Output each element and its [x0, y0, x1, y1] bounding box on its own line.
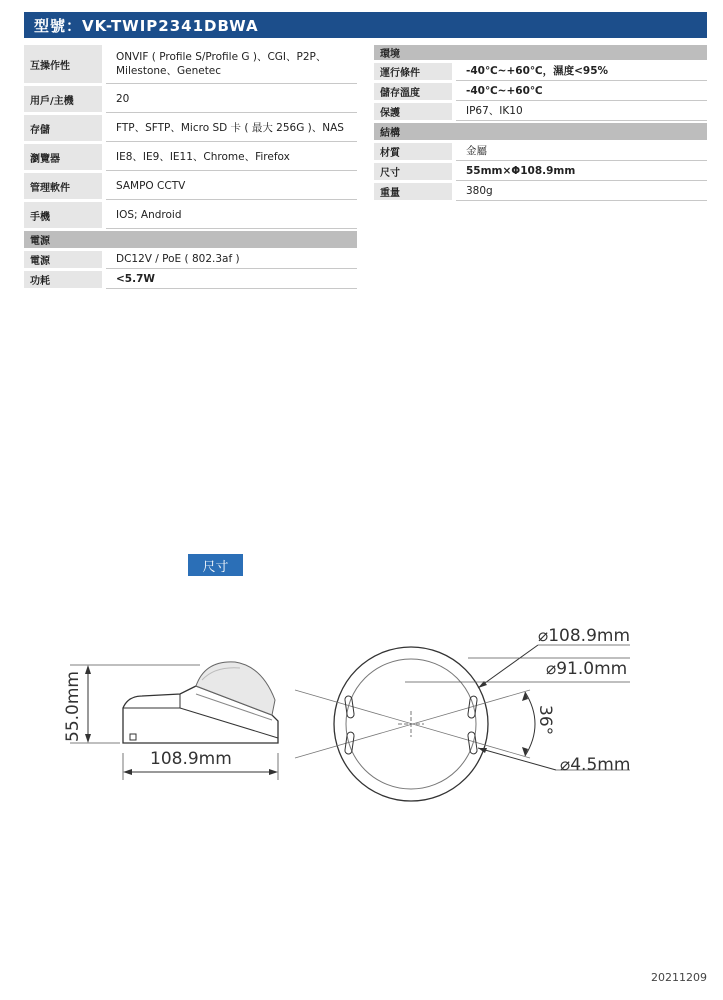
spec-label: 保護	[374, 103, 452, 120]
spec-row-mobile	[24, 202, 357, 228]
spec-label: 儲存溫度	[374, 83, 452, 100]
hole-diameter-label: ⌀4.5mm	[560, 755, 631, 775]
spec-label: 尺寸	[374, 163, 452, 180]
spec-label: 手機	[24, 202, 102, 228]
spec-row-interoperability	[24, 45, 357, 83]
spec-row-storage-temp	[374, 83, 707, 100]
dimensions-badge: 尺寸	[188, 554, 243, 576]
spec-value: 20	[106, 86, 357, 113]
spec-row-browser	[24, 144, 357, 170]
spec-value: <5.7W	[106, 271, 357, 289]
spec-row-consumption	[24, 271, 357, 288]
spec-row-operating	[374, 63, 707, 80]
spec-label: 電源	[24, 251, 102, 268]
inner-diameter-label: ⌀91.0mm	[546, 659, 628, 679]
height-label: 55.0mm	[63, 671, 83, 742]
spec-value: -40℃~+60℃，濕度<95%	[456, 63, 707, 81]
spec-label: 重量	[374, 183, 452, 200]
spec-label: 瀏覽器	[24, 144, 102, 170]
spec-label: 用戶/主機	[24, 86, 102, 112]
spec-row-weight	[374, 183, 707, 200]
spec-value: DC12V / PoE ( 802.3af )	[106, 251, 357, 269]
angle-label: 36°	[535, 705, 555, 736]
spec-row-protection	[374, 103, 707, 120]
width-label: 108.9mm	[150, 749, 232, 769]
spec-row-material	[374, 143, 707, 160]
spec-label: 材質	[374, 143, 452, 160]
spec-row-size	[374, 163, 707, 180]
spec-value: 380g	[456, 183, 707, 201]
spec-row-users	[24, 86, 357, 112]
spec-label: 管理軟件	[24, 173, 102, 199]
title-bar	[24, 12, 707, 38]
left-spec-table	[24, 45, 357, 288]
spec-value: 55mm×Φ108.9mm	[456, 163, 707, 181]
right-spec-table	[374, 45, 707, 200]
spec-value: IP67、IK10	[456, 103, 707, 121]
spec-label: 互操作性	[24, 45, 102, 83]
spec-value: IE8、IE9、IE11、Chrome、Firefox	[106, 144, 357, 171]
section-header-structure: 結構	[374, 123, 707, 140]
spec-value: FTP、SFTP、Micro SD 卡 ( 最大 256G )、NAS	[106, 115, 357, 142]
spec-value: IOS; Android	[106, 202, 357, 229]
spec-label: 運行條件	[374, 63, 452, 80]
spec-value: 金屬	[456, 143, 707, 161]
model-title: 型號：VK-TWIP2341DBWA	[34, 17, 259, 35]
spec-label: 功耗	[24, 271, 102, 288]
spec-label: 存儲	[24, 115, 102, 141]
dimension-drawings	[0, 610, 723, 830]
spec-value: -40℃~+60℃	[456, 83, 707, 101]
spec-row-software	[24, 173, 357, 199]
section-header-environment: 環境	[374, 45, 707, 60]
document-date: 20211209	[651, 971, 707, 984]
spec-row-storage	[24, 115, 357, 141]
outer-diameter-label: ⌀108.9mm	[538, 626, 631, 646]
spec-value: ONVIF ( Profile S/Profile G )、CGI、P2P、Milestone、Genetec	[106, 45, 357, 84]
spec-value: SAMPO CCTV	[106, 173, 357, 200]
spec-row-power	[24, 251, 357, 268]
section-header-power: 電源	[24, 231, 357, 248]
